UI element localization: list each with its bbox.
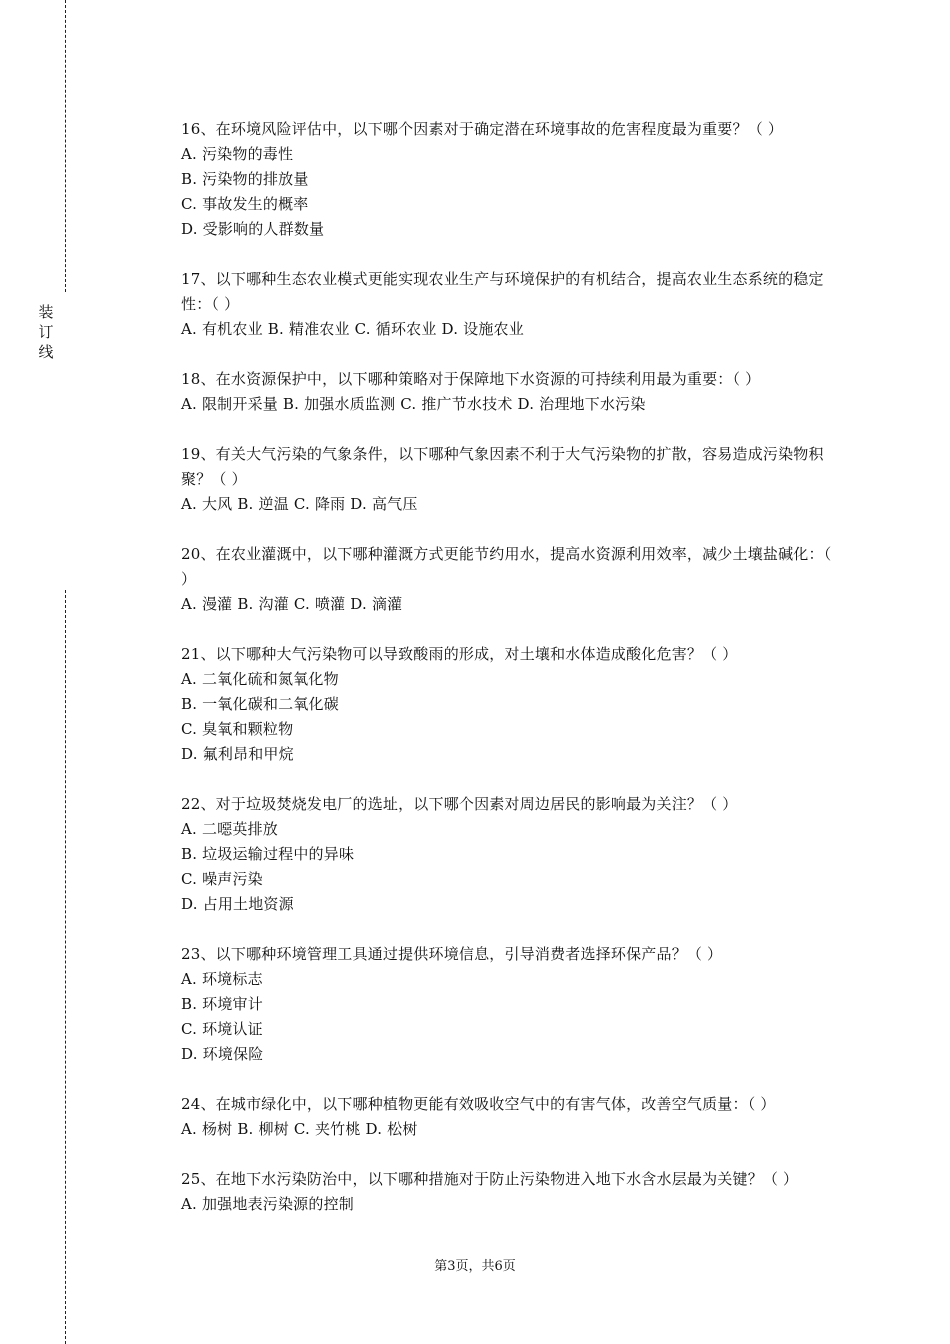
binding-label-char: 订 [38, 323, 54, 341]
question-stem: 24、在城市绿化中，以下哪种植物更能有效吸收空气中的有害气体，改善空气质量：（ ） [181, 1095, 776, 1113]
question-16 [181, 117, 841, 242]
question-stem: 23、以下哪种环境管理工具通过提供环境信息，引导消费者选择环保产品？（ ） [181, 945, 723, 963]
question-option: A. 污染物的毒性 [181, 145, 294, 163]
question-option: B. 一氧化碳和二氧化碳 [181, 695, 339, 713]
question-option: B. 垃圾运输过程中的异味 [181, 845, 355, 863]
question-stem: 20、在农业灌溉中，以下哪种灌溉方式更能节约用水，提高水资源利用效率，减少土壤盐碱化：（ ） [181, 545, 832, 588]
question-20 [181, 542, 841, 617]
question-17 [181, 267, 841, 342]
question-option: D. 氟利昂和甲烷 [181, 745, 294, 763]
question-option: A. 杨树 B. 柳树 C. 夹竹桃 D. 松树 [181, 1120, 418, 1138]
question-option: A. 加强地表污染源的控制 [181, 1195, 354, 1213]
question-stem: 16、在环境风险评估中，以下哪个因素对于确定潜在环境事故的危害程度最为重要？（ ） [181, 120, 784, 138]
binding-line-top [65, 0, 66, 292]
question-option: C. 噪声污染 [181, 870, 263, 888]
question-option: A. 限制开采量 B. 加强水质监测 C. 推广节水技术 D. 治理地下水污染 [181, 395, 646, 413]
question-option: D. 环境保险 [181, 1045, 264, 1063]
question-option: C. 事故发生的概率 [181, 195, 309, 213]
question-option: C. 臭氧和颗粒物 [181, 720, 294, 738]
question-stem: 17、以下哪种生态农业模式更能实现农业生产与环境保护的有机结合，提高农业生态系统的稳定性：（ ） [181, 270, 824, 313]
question-option: B. 污染物的排放量 [181, 170, 309, 188]
page-number: 第3页，共6页 [434, 1259, 516, 1274]
question-24 [181, 1092, 841, 1142]
question-option: A. 漫灌 B. 沟灌 C. 喷灌 D. 滴灌 [181, 595, 403, 613]
binding-label-char: 线 [38, 343, 54, 361]
question-stem: 18、在水资源保护中，以下哪种策略对于保障地下水资源的可持续利用最为重要：（ ） [181, 370, 761, 388]
binding-line-bottom [65, 590, 66, 1344]
question-25 [181, 1167, 841, 1217]
question-stem: 25、在地下水污染防治中，以下哪种措施对于防止污染物进入地下水含水层最为关键？（ ） [181, 1170, 799, 1188]
binding-label [36, 302, 56, 362]
question-option: D. 占用土地资源 [181, 895, 294, 913]
question-option: A. 二氧化硫和氮氧化物 [181, 670, 339, 688]
question-option: C. 环境认证 [181, 1020, 263, 1038]
question-19 [181, 442, 841, 517]
question-18 [181, 367, 841, 417]
question-option: D. 受影响的人群数量 [181, 220, 325, 238]
question-option: A. 大风 B. 逆温 C. 降雨 D. 高气压 [181, 495, 418, 513]
binding-label-char: 装 [38, 303, 54, 321]
question-option: B. 环境审计 [181, 995, 263, 1013]
question-option: A. 环境标志 [181, 970, 263, 988]
question-option: A. 二噁英排放 [181, 820, 278, 838]
question-21 [181, 642, 841, 767]
question-stem: 22、对于垃圾焚烧发电厂的选址，以下哪个因素对周边居民的影响最为关注？（ ） [181, 795, 738, 813]
question-23 [181, 942, 841, 1067]
question-list [181, 117, 841, 1242]
question-stem: 19、有关大气污染的气象条件，以下哪种气象因素不利于大气污染物的扩散，容易造成污染物积聚？（ ） [181, 445, 824, 488]
question-22 [181, 792, 841, 917]
question-stem: 21、以下哪种大气污染物可以导致酸雨的形成，对土壤和水体造成酸化危害？（ ） [181, 645, 738, 663]
question-option: A. 有机农业 B. 精准农业 C. 循环农业 D. 设施农业 [181, 320, 524, 338]
